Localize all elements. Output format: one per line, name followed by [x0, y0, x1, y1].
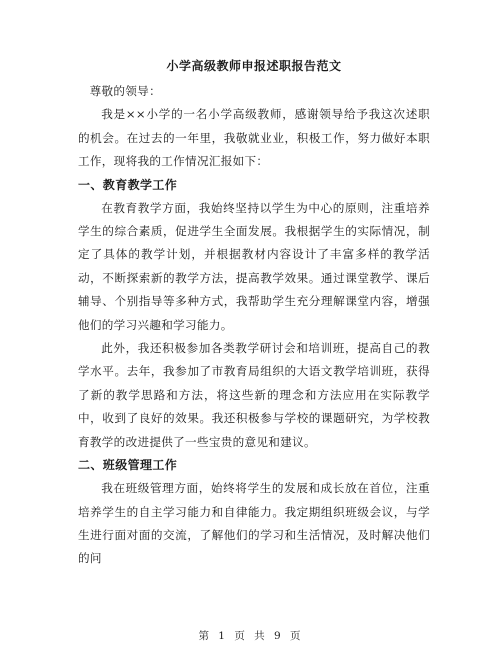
document-title: 小学高级教师申报述职报告范文: [166, 59, 342, 73]
teaching-paragraph-1: 在教育教学方面，我始终坚持以学生为中心的原则，注重培养学生的综合素质，促进学生全面发展。我根据学生的实际情况，制定了具体的教学计划，并根据教材内容设计了丰富多样的教学活动，不断探索新的教学方法，提高教学效果。通过课堂教学、课后辅导、个别指导等多种方式，我帮助学生充分理解课堂内容，增强他们的学习兴趣和学习能力。: [78, 200, 430, 332]
teaching-paragraph-2: 此外，我还积极参加各类教学研讨会和培训班，提高自己的教学水平。去年，我参加了市教育局组织的大语文教学培训班，获得了新的教学思路和方法，将这些新的理念和方法应用在实际教学中，收到了良好的效果。我还积极参与学校的课题研究，为学校教育教学的改进提供了一些宝贵的意见和建议。: [78, 341, 430, 449]
intro-paragraph: 我是××小学的一名小学高级教师，感谢领导给予我这次述职的机会。在过去的一年里，我敬就业业，积极工作，努力做好本职工作，现将我的工作情况汇报如下：: [78, 107, 430, 169]
page-number-footer: 第 1 页 共 9 页: [198, 630, 304, 642]
section-heading-class-management: 二、班级管理工作: [78, 458, 178, 473]
section-heading-teaching: 一、教育教学工作: [78, 177, 178, 192]
class-management-paragraph-1: 我在班级管理方面，始终将学生的发展和成长放在首位，注重培养学生的自主学习能力和自律能力。我定期组织班级会议，与学生进行面对面的交流，了解他们的学习和生活情况，及时解决他们的问: [78, 481, 430, 566]
document-body: [78, 56, 430, 571]
salutation: 尊敬的领导：: [89, 84, 161, 98]
